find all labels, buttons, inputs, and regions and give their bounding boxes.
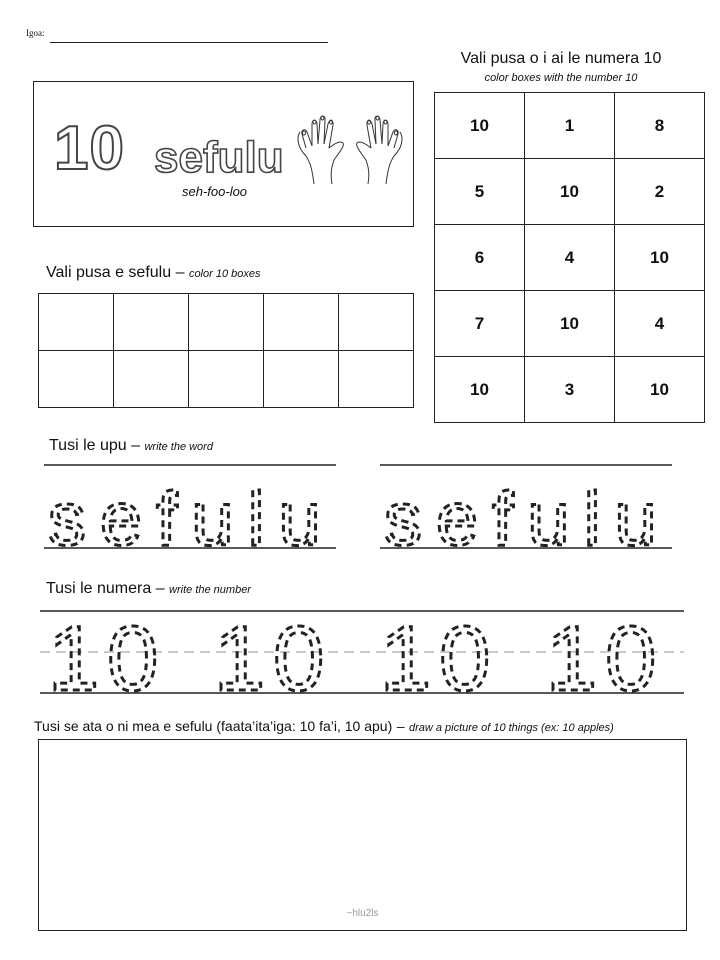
big-word: sefulu — [154, 133, 284, 182]
traced-number: 10 — [546, 608, 665, 700]
dash: – — [155, 580, 165, 597]
grid-cell[interactable]: 10 — [615, 357, 705, 423]
grid-cell[interactable]: 3 — [525, 357, 615, 423]
pronunciation: seh-foo-loo — [182, 184, 248, 199]
grid-cell[interactable]: 10 — [435, 93, 525, 159]
ten-frame-cell[interactable] — [39, 351, 114, 408]
grid-cell[interactable]: 5 — [435, 159, 525, 225]
write-word-title: Tusi le upu — [49, 437, 127, 454]
ten-frame-cell[interactable] — [264, 351, 339, 408]
write-number-title: Tusi le numera — [46, 580, 152, 597]
write-word-heading — [49, 437, 213, 455]
grid-row — [435, 159, 705, 225]
grid-cell[interactable]: 4 — [525, 225, 615, 291]
ten-frame-cell[interactable] — [39, 294, 114, 351]
grid-row — [435, 225, 705, 291]
ten-frame-subtitle: color 10 boxes — [188, 268, 261, 280]
grid-cell[interactable]: 7 — [435, 291, 525, 357]
drawing-box[interactable] — [38, 739, 687, 931]
ten-frame-cell[interactable] — [114, 351, 189, 408]
number-grid-subtitle: color boxes with the number 10 — [484, 72, 638, 84]
grid-cell[interactable]: 4 — [615, 291, 705, 357]
grid-cell[interactable]: 2 — [615, 159, 705, 225]
write-number-subtitle: write the number — [169, 584, 251, 596]
write-word-subtitle: write the word — [144, 441, 213, 453]
grid-cell[interactable]: 10 — [525, 159, 615, 225]
word-trace-area[interactable] — [40, 460, 680, 556]
traced-number: 10 — [380, 608, 499, 700]
ten-frame-heading — [46, 264, 260, 282]
number-grid — [434, 92, 705, 423]
credit: ~hlu2ls — [346, 908, 379, 919]
number-trace-area[interactable] — [38, 604, 688, 700]
dash: – — [396, 718, 405, 734]
name-label: Igoa: — [26, 28, 45, 38]
traced-number: 10 — [214, 608, 333, 700]
ten-frame-cell[interactable] — [339, 294, 414, 351]
draw-title: Tusi se ata o ni mea e sefulu (faata’ita’iga: 10 fa’i, 10 apu) — [34, 718, 393, 734]
traced-word: sefulu — [48, 477, 335, 556]
write-number-heading — [46, 580, 251, 598]
big-number: 10 — [54, 114, 125, 183]
grid-cell[interactable]: 6 — [435, 225, 525, 291]
grid-row — [435, 291, 705, 357]
grid-cell[interactable]: 10 — [435, 357, 525, 423]
ten-frame-cell[interactable] — [114, 294, 189, 351]
grid-cell[interactable]: 8 — [615, 93, 705, 159]
title-box — [33, 81, 414, 227]
ten-frame-cell[interactable] — [264, 294, 339, 351]
grid-cell[interactable]: 10 — [615, 225, 705, 291]
ten-frame-cell[interactable] — [189, 351, 264, 408]
grid-cell[interactable]: 10 — [525, 291, 615, 357]
ten-frame-cell[interactable] — [189, 294, 264, 351]
hands-icon — [290, 110, 410, 190]
ten-frame-title: Vali pusa e sefulu — [46, 264, 172, 281]
traced-word: sefulu — [384, 477, 671, 556]
ten-frame — [38, 293, 414, 408]
name-line[interactable] — [50, 42, 328, 43]
grid-cell[interactable]: 1 — [525, 93, 615, 159]
draw-subtitle: draw a picture of 10 things (ex: 10 apples) — [408, 722, 614, 734]
grid-row — [435, 93, 705, 159]
traced-number: 10 — [48, 608, 167, 700]
dash: – — [175, 264, 185, 281]
draw-heading — [34, 718, 614, 736]
number-grid-title: Vali pusa o i ai le numera 10 — [460, 50, 662, 67]
dash: – — [131, 437, 141, 454]
grid-row — [435, 357, 705, 423]
ten-frame-cell[interactable] — [339, 351, 414, 408]
